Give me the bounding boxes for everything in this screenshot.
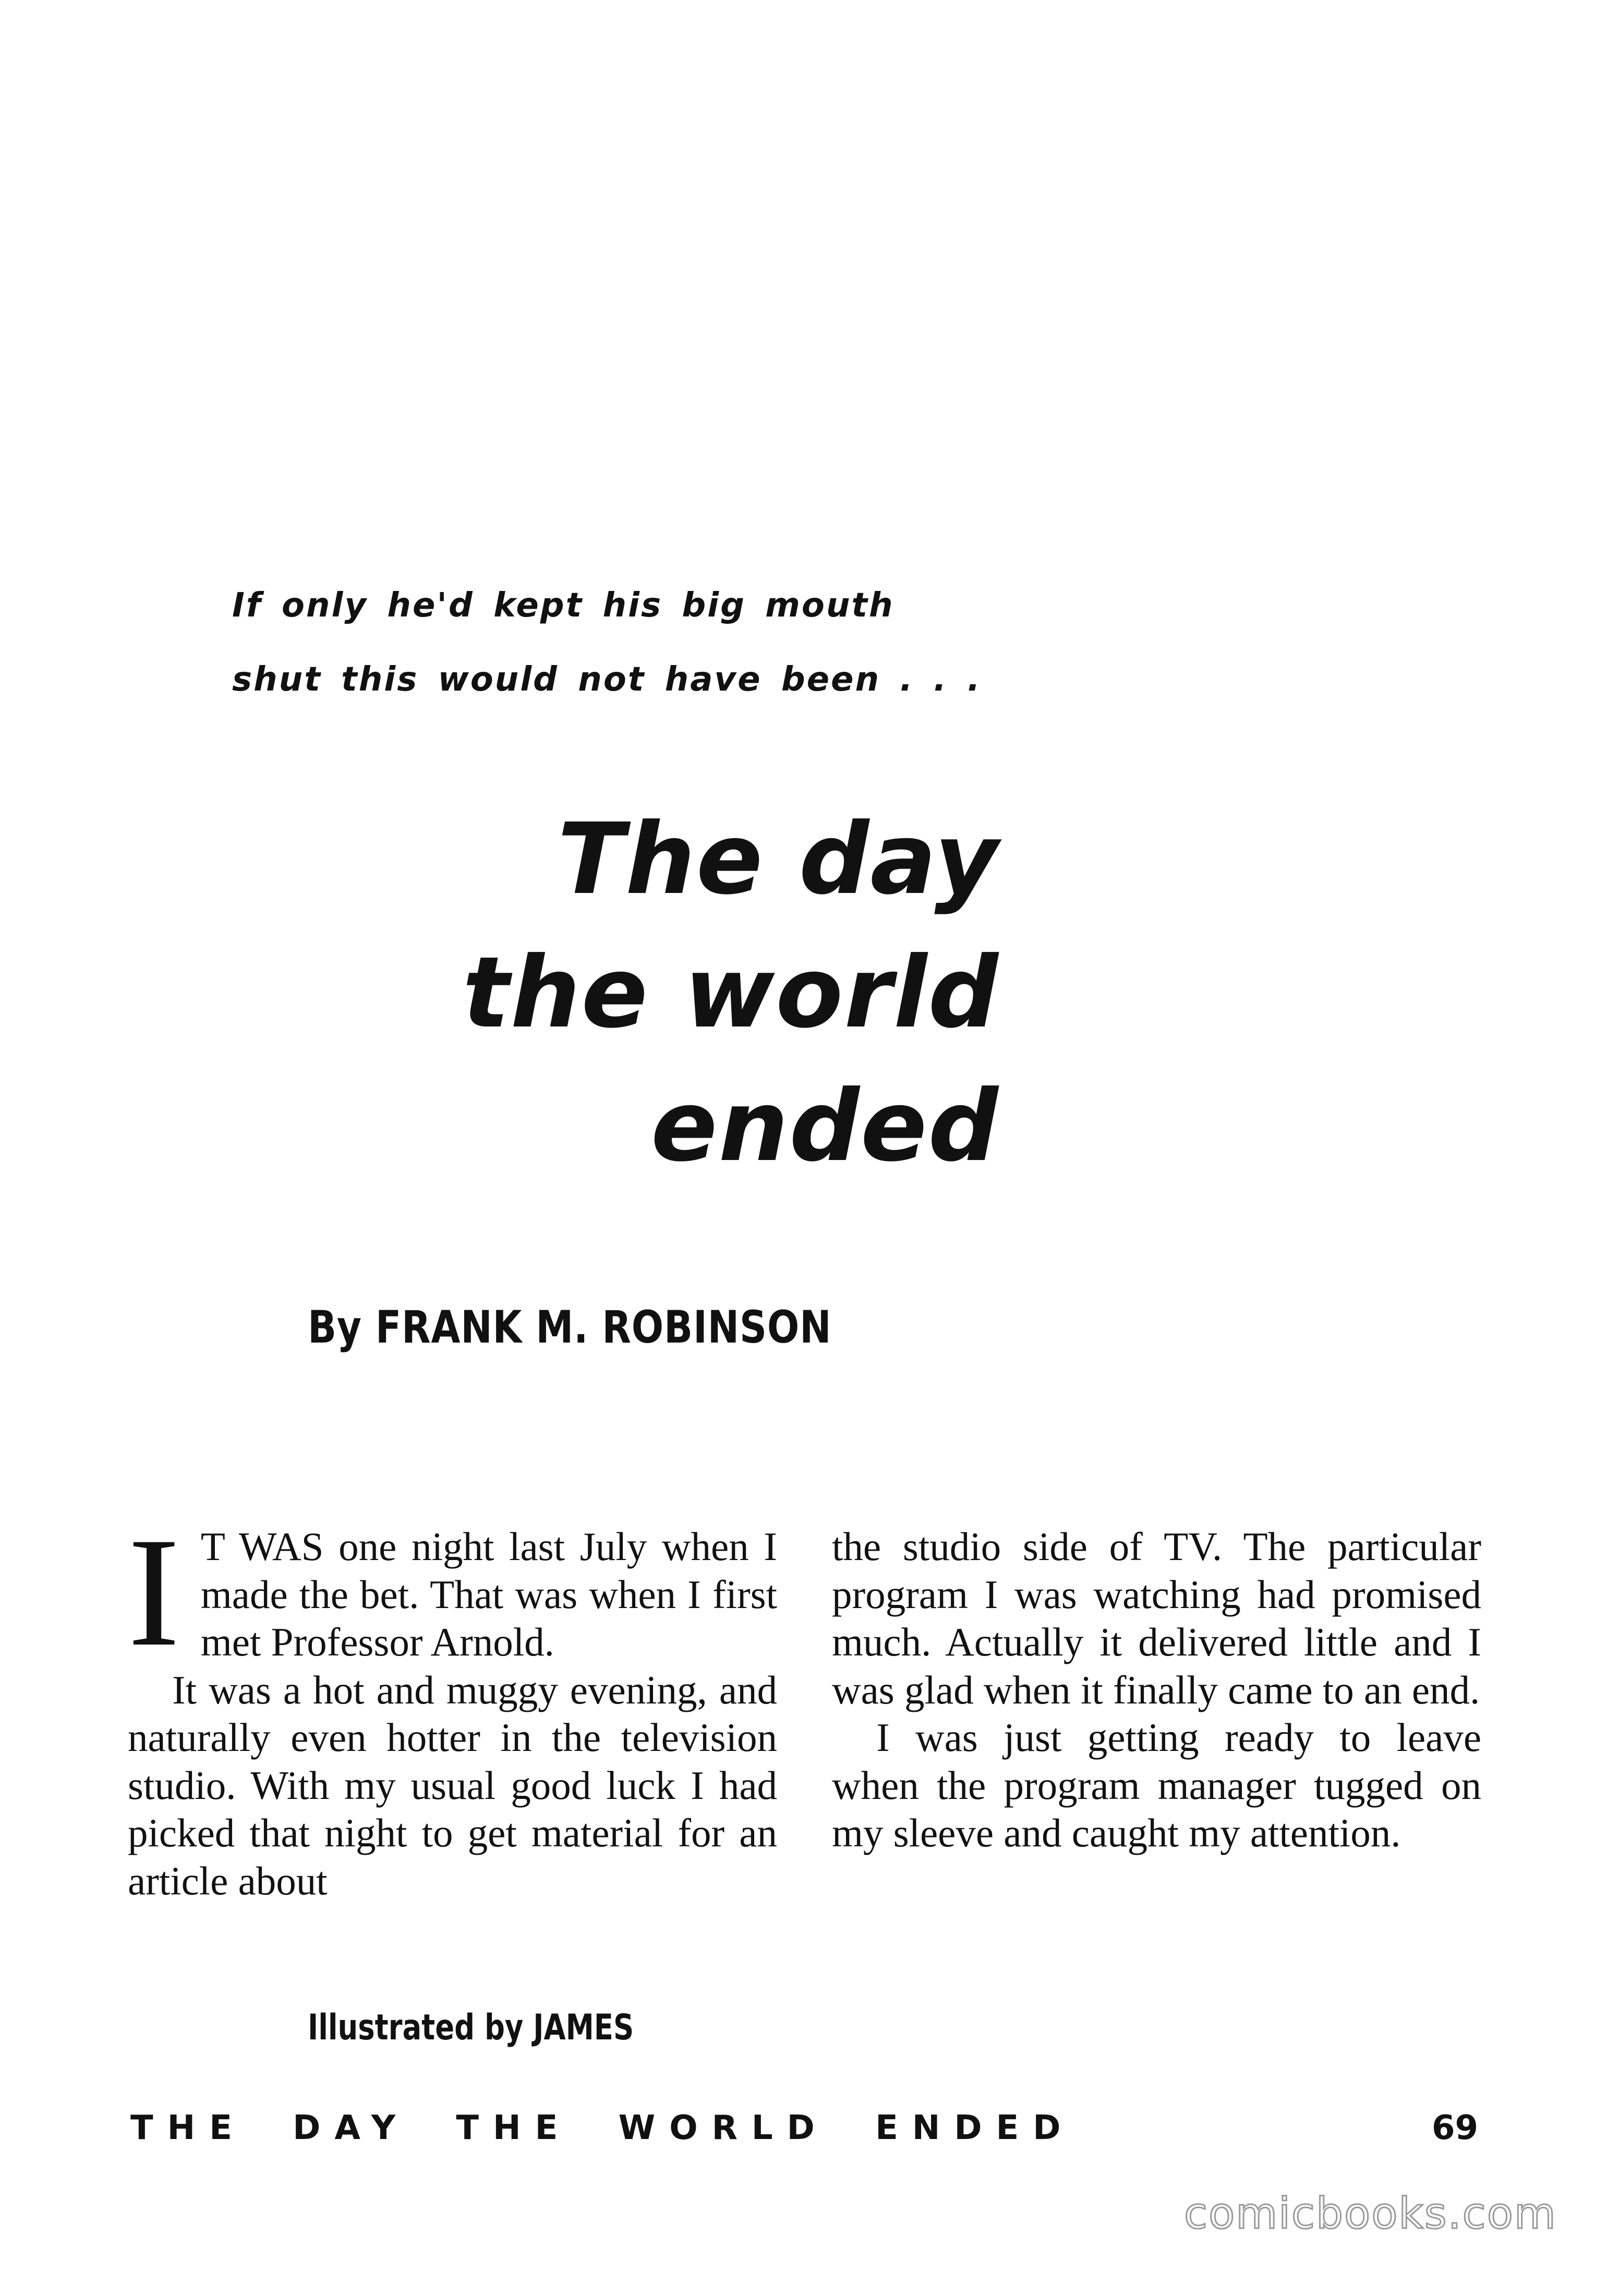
paragraph-text: T WAS one night last July when I made the bet. That was when I first met Professor Arnold. [200,1524,777,1664]
author-byline: By FRANK M. ROBINSON [308,1301,832,1354]
body-paragraph: It was a hot and muggy evening, and naturally even hotter in the television studio. With my usual good luck I had picked that night to get material for an article about [128,1667,777,1903]
body-paragraph: I was just getting ready to leave when the program manager tugged on my sleeve and caught my attention. [832,1715,1481,1855]
drop-cap: I [128,1505,180,1678]
body-column-left [128,1505,777,1905]
body-column-right [832,1523,1481,1857]
illustrator-credit: Illustrated by JAMES [308,2007,634,2048]
title-line-3: ended [651,1069,999,1183]
title-line-2: the world [462,936,999,1050]
body-paragraph [128,1505,777,1678]
body-paragraph: the studio side of TV. The particular program I was watching had promised much. Actually it delivered little and I was glad when it finally came to an end. [832,1524,1481,1712]
blurb-line-2: shut this would not have been . . . [232,660,982,699]
blurb-line-1: If only he'd kept his big mouth [232,586,895,625]
running-head: THE DAY THE WORLD ENDED [130,2109,1075,2147]
page-number: 69 [1432,2109,1479,2147]
title-line-1: The day [557,802,999,916]
story-blurb [232,569,982,717]
site-watermark: comicbooks.com [1184,2189,1557,2239]
story-title [463,793,999,1193]
